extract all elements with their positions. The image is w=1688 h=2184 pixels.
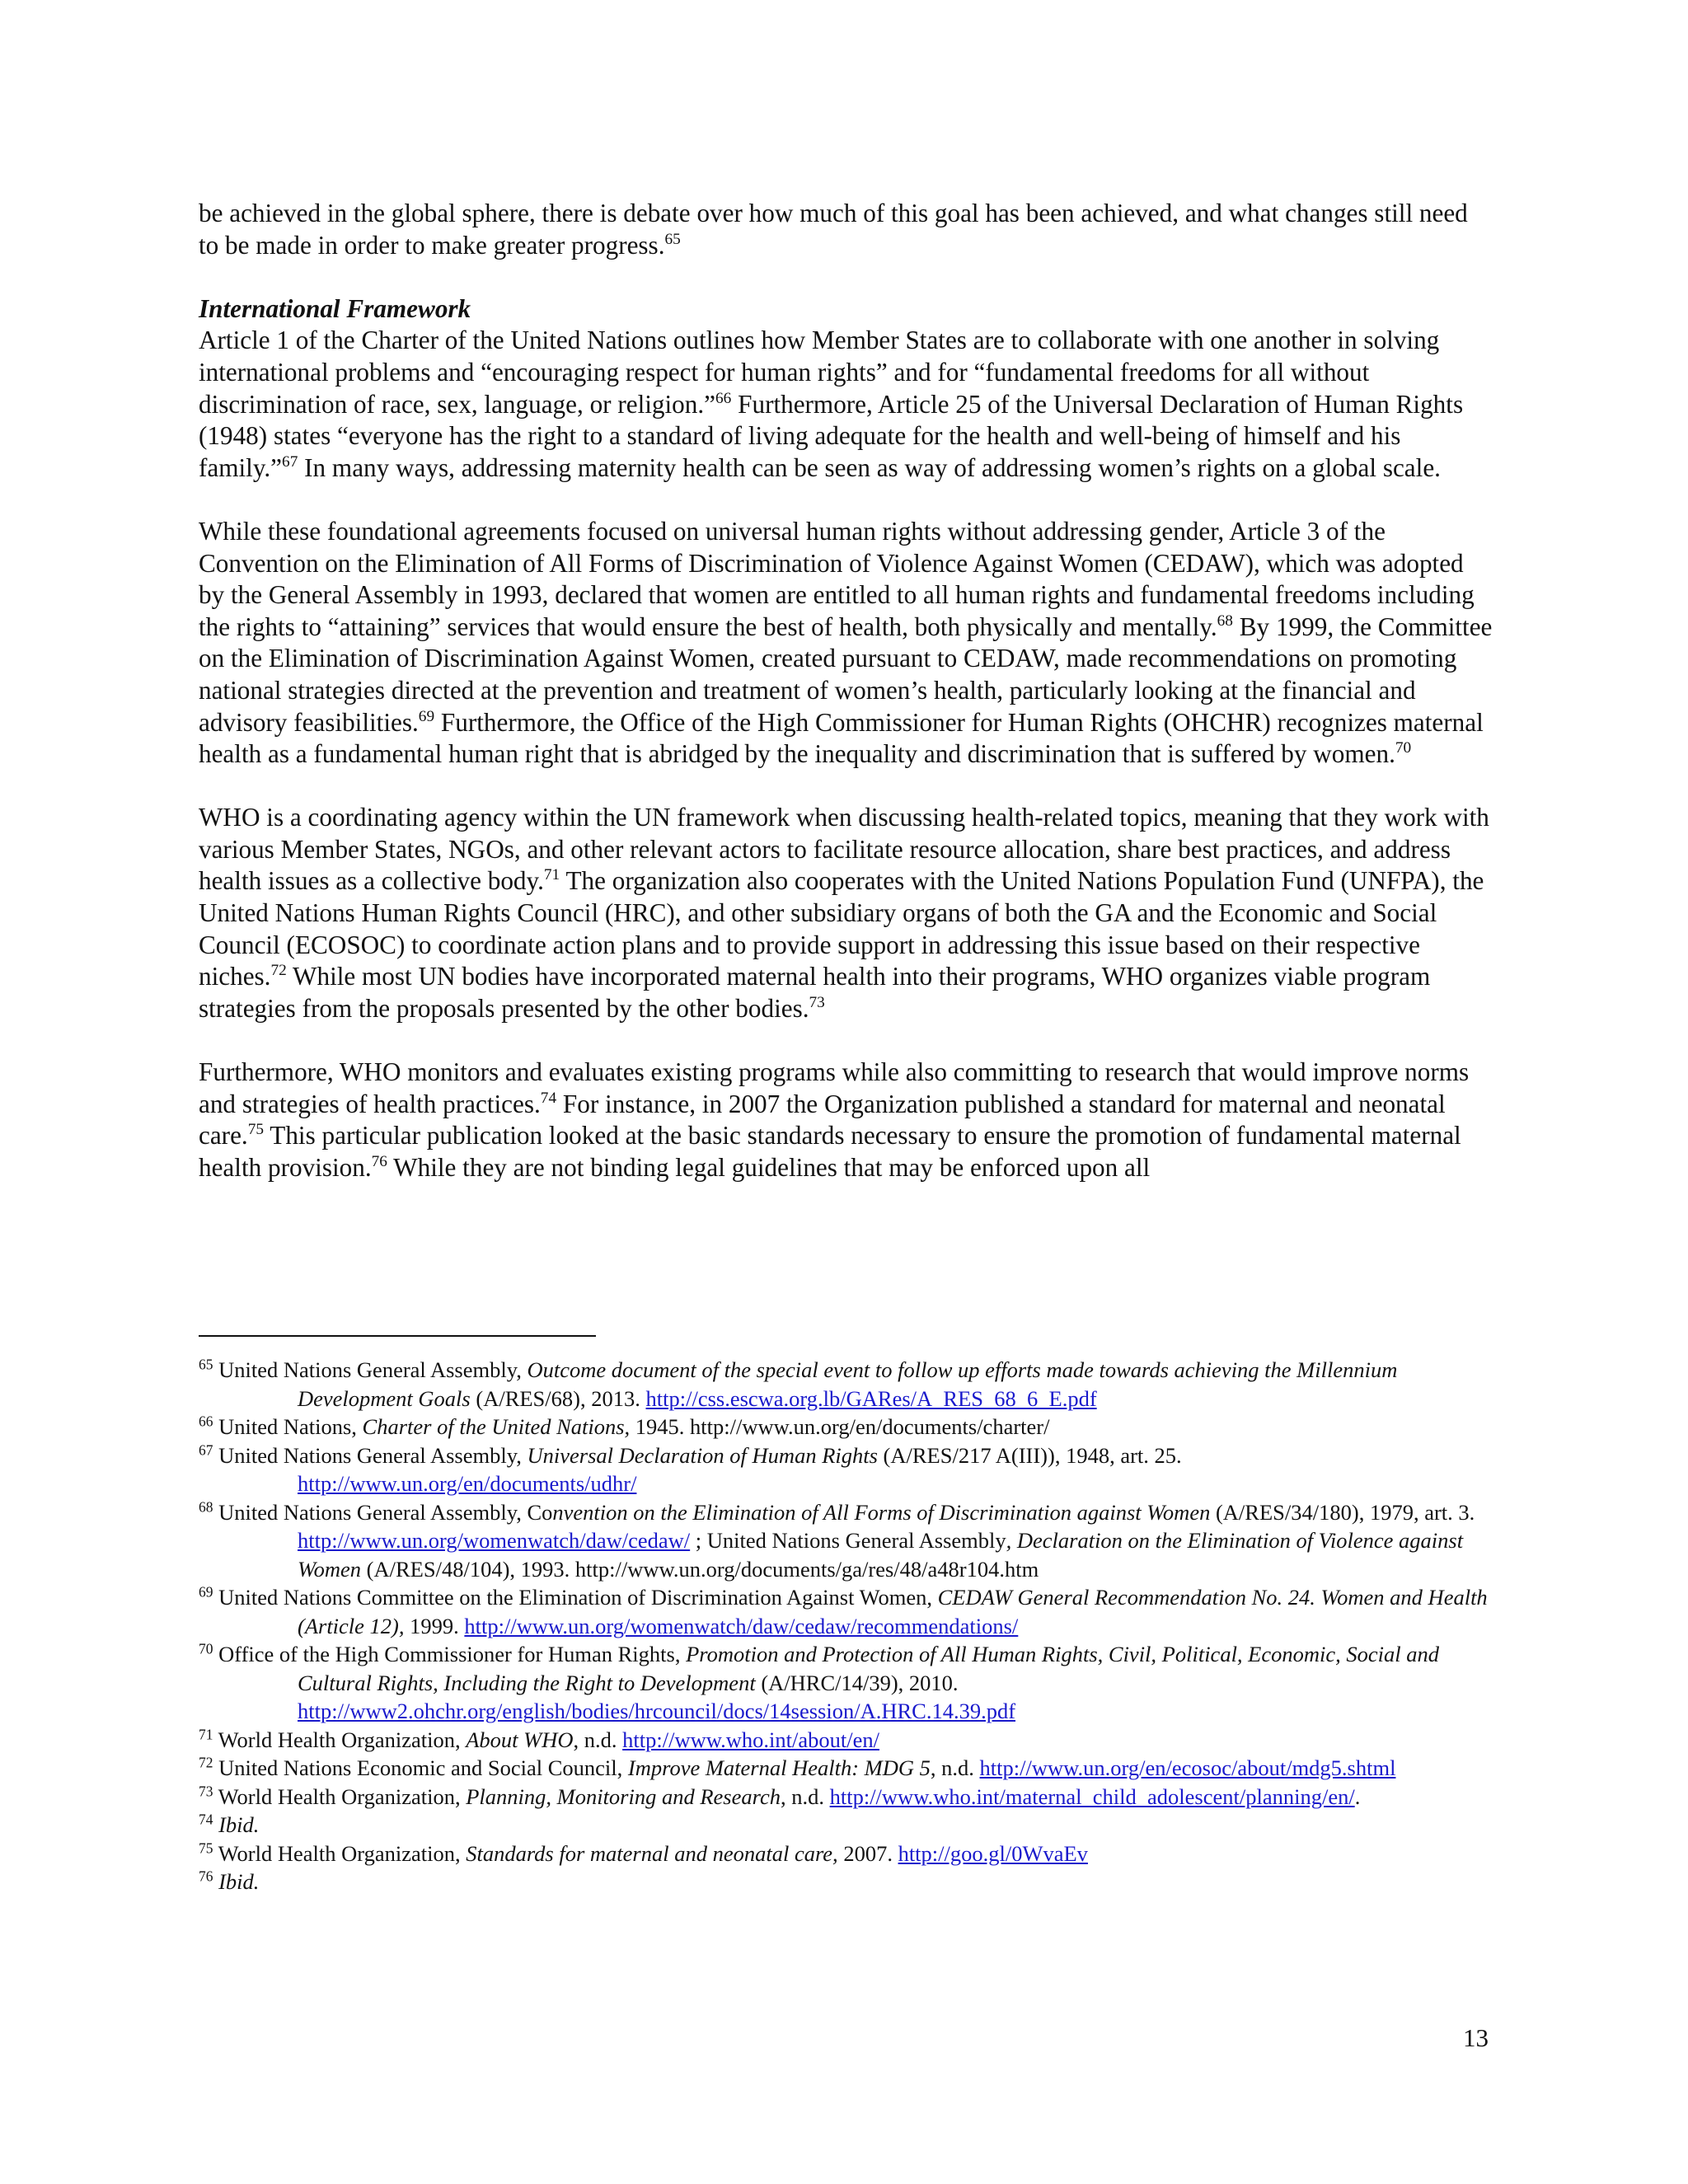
paragraph-2: While these foundational agreements focused on universal human rights without addressing gender, Article 3 of the Convention on the Elimination of All Forms of Discrimination of Violence Against Women (CEDAW), which was adopted by the General Assembly in 1993, declared that women are entitled to all human rights and fundamental freedoms including the rights to “attaining” services that would ensure the best of health, both physically and mentally.$^{68}$ By 1999, the Committee on the Elimination of Discrimination Against Women, created pursuant to CEDAW, made recommendations on promoting national strategies directed at the prevention and treatment of women’s health, particularly looking at the financial and advisory feasibilities.$^{69}$ Furthermore, the Office of the High Commissioner for Human Rights (OHCHR) recognizes maternal health as a fundamental human right that is abridged by the inequality and discrimination that is suffered by women.$^{70}$ [199,516,1493,769]
footnote-ref[interactable]: 70 [1395,739,1412,757]
footnote-69: $^{69}$ United Nations Committee on the Elimination of Discrimination Against Women, CEDAW General Recommendation No. 24. Women and Health (Article 12), 1999. http://www.un.org/womenwatch/daw/cedaw/recommendations/ [199,1583,1488,1638]
section-heading: International Framework [199,293,471,323]
paragraph-3: WHO is a coordinating agency within the UN framework when discussing health-related topics, meaning that they work with various Member States, NGOs, and other relevant actors to facilitate resource allocation, share best practices, and address health issues as a collective body.$^{71}$ The organization also cooperates with the United Nations Population Fund (UNFPA), the United Nations Human Rights Council (HRC), and other subsidiary organs of both the GA and the Economic and Social Council (ECOSOC) to coordinate action plans and to provide support in addressing this issue based on their respective niches.$^{72}$ While most UN bodies have incorporated maternal health into their programs, WHO organizes viable program strategies from the proposals presented by the other bodies.$^{73}$ [199,803,1489,1023]
footnote-76: $^{76}$ Ibid. [199,1868,260,1894]
footnote-ref[interactable]: 76 [371,1152,387,1170]
footnote-70: $^{70}$ Office of the High Commissioner for Human Rights, Promotion and Protection of All Human Rights, Civil, Political, Economic, Social and Cultural Rights, Including the Right to Development (A/HRC/14/39), 2010. http://www2.ohchr.org/english/bodies/hrcouncil/docs/14session/A.HRC.14.39.pdf [199,1640,1440,1723]
footnote-ref[interactable]: 75 [247,1121,265,1139]
footnote-link[interactable]: http://www.un.org/en/ecosoc/about/mdg5.shtml [979,1755,1396,1780]
footnote-ref[interactable]: 65 [664,230,681,248]
footnote-71: $^{71}$ World Health Organization, About WHO, n.d. http://www.who.int/about/en/ [199,1725,879,1752]
footnote-ref[interactable]: 71 [543,866,560,884]
footnote-73: $^{73}$ World Health Organization, Planning, Monitoring and Research, n.d. http://www.who.int/maternal_child_adolescent/planning/en/. [199,1782,1361,1809]
footnote-link[interactable]: http://www.who.int/maternal_child_adolescent/planning/en/ [829,1783,1355,1809]
paragraph-1: Article 1 of the Charter of the United Nations outlines how Member States are to collaborate with one another in solving international problems and “encouraging respect for human rights” and for “fundamental freedoms for all without discrimination of race, sex, language, or religion.”$^{66}$ Furthermore, Article 25 of the Universal Declaration of Human Rights (1948) states “everyone has the right to a standard of living adequate for the health and well-being of himself and his family.”$^{67}$ In many ways, addressing maternity health can be seen as way of addressing women’s rights on a global scale. [199,326,1464,482]
paragraph-4: Furthermore, WHO monitors and evaluates existing programs while also committing to research that would improve norms and strategies of health practices.$^{74}$ For instance, in 2007 the Organization published a standard for maternal and neonatal care.$^{75}$ This particular publication looked at the basic standards necessary to ensure the promotion of fundamental maternal health provision.$^{76}$ While they are not binding legal guidelines that may be enforced upon all [199,1057,1470,1182]
footnote-75: $^{75}$ World Health Organization, Standards for maternal and neonatal care, 2007. http://goo.gl/0WvaEv [199,1839,1088,1866]
footnote-65: $^{65}$ United Nations General Assembly, Outcome document of the special event to follow up efforts made towards achieving the Millennium Development Goals (A/RES/68), 2013. http://css.escwa.org.lb/GARes/A_RES_68_6_E.pdf [199,1356,1398,1411]
body-text [199,198,1493,1183]
footnote-ref[interactable]: 73 [809,993,825,1011]
footnote-68: $^{68}$ United Nations General Assembly, Convention on the Elimination of All Forms of Discrimination against Women (A/RES/34/180), 1979, art. 3. http://www.un.org/womenwatch/daw/cedaw/ ; United Nations General Assembly, Declaration on the Elimination of Violence against Women (A/RES/48/104), 1993. http://www.un.org/documents/ga/res/48/a48r104.htm [199,1497,1475,1582]
footnote-link[interactable]: http://www.who.int/about/en/ [622,1727,879,1752]
page-number: 13 [1463,2023,1489,2052]
footnote-link[interactable]: http://www.un.org/en/documents/udhr/ [298,1471,637,1496]
footnote-ref[interactable]: 68 [1217,612,1233,630]
footnote-ref[interactable]: 66 [715,389,732,407]
footnote-link[interactable]: http://www.un.org/womenwatch/daw/cedaw/ [298,1528,691,1553]
footnote-74: $^{74}$ Ibid. [199,1811,260,1837]
footnote-link[interactable]: http://css.escwa.org.lb/GARes/A_RES_68_6_E.pdf [645,1385,1097,1411]
footnote-ref[interactable]: 74 [540,1089,557,1107]
footnotes [199,1356,1493,1896]
footnote-72: $^{72}$ United Nations Economic and Social Council, Improve Maternal Health: MDG 5, n.d. http://www.un.org/en/ecosoc/about/mdg5.shtml [199,1754,1396,1780]
footnote-ref[interactable]: 67 [282,452,298,471]
footnote-link[interactable]: http://www.un.org/womenwatch/daw/cedaw/recommendations/ [464,1613,1019,1638]
footnote-link[interactable]: http://goo.gl/0WvaEv [898,1840,1088,1866]
footnote-link[interactable]: http://www2.ohchr.org/english/bodies/hrcouncil/docs/14session/A.HRC.14.39.pdf [298,1699,1016,1723]
footnote-separator [199,1335,596,1337]
footnote-66: $^{66}$ United Nations, Charter of the United Nations, 1945. http://www.un.org/en/documents/charter/ [199,1413,1050,1439]
intro-paragraph: be achieved in the global sphere, there is debate over how much of this goal has been achieved, and what changes still need to be made in order to make greater progress.$^{65}$ [199,199,1468,260]
footnote-ref[interactable]: 72 [270,962,287,980]
footnote-ref[interactable]: 69 [418,707,435,725]
footnote-67: $^{67}$ United Nations General Assembly, Universal Declaration of Human Rights (A/RES/217 A(III)), 1948, art. 25. http://www.un.org/en/documents/udhr/ [199,1441,1182,1496]
